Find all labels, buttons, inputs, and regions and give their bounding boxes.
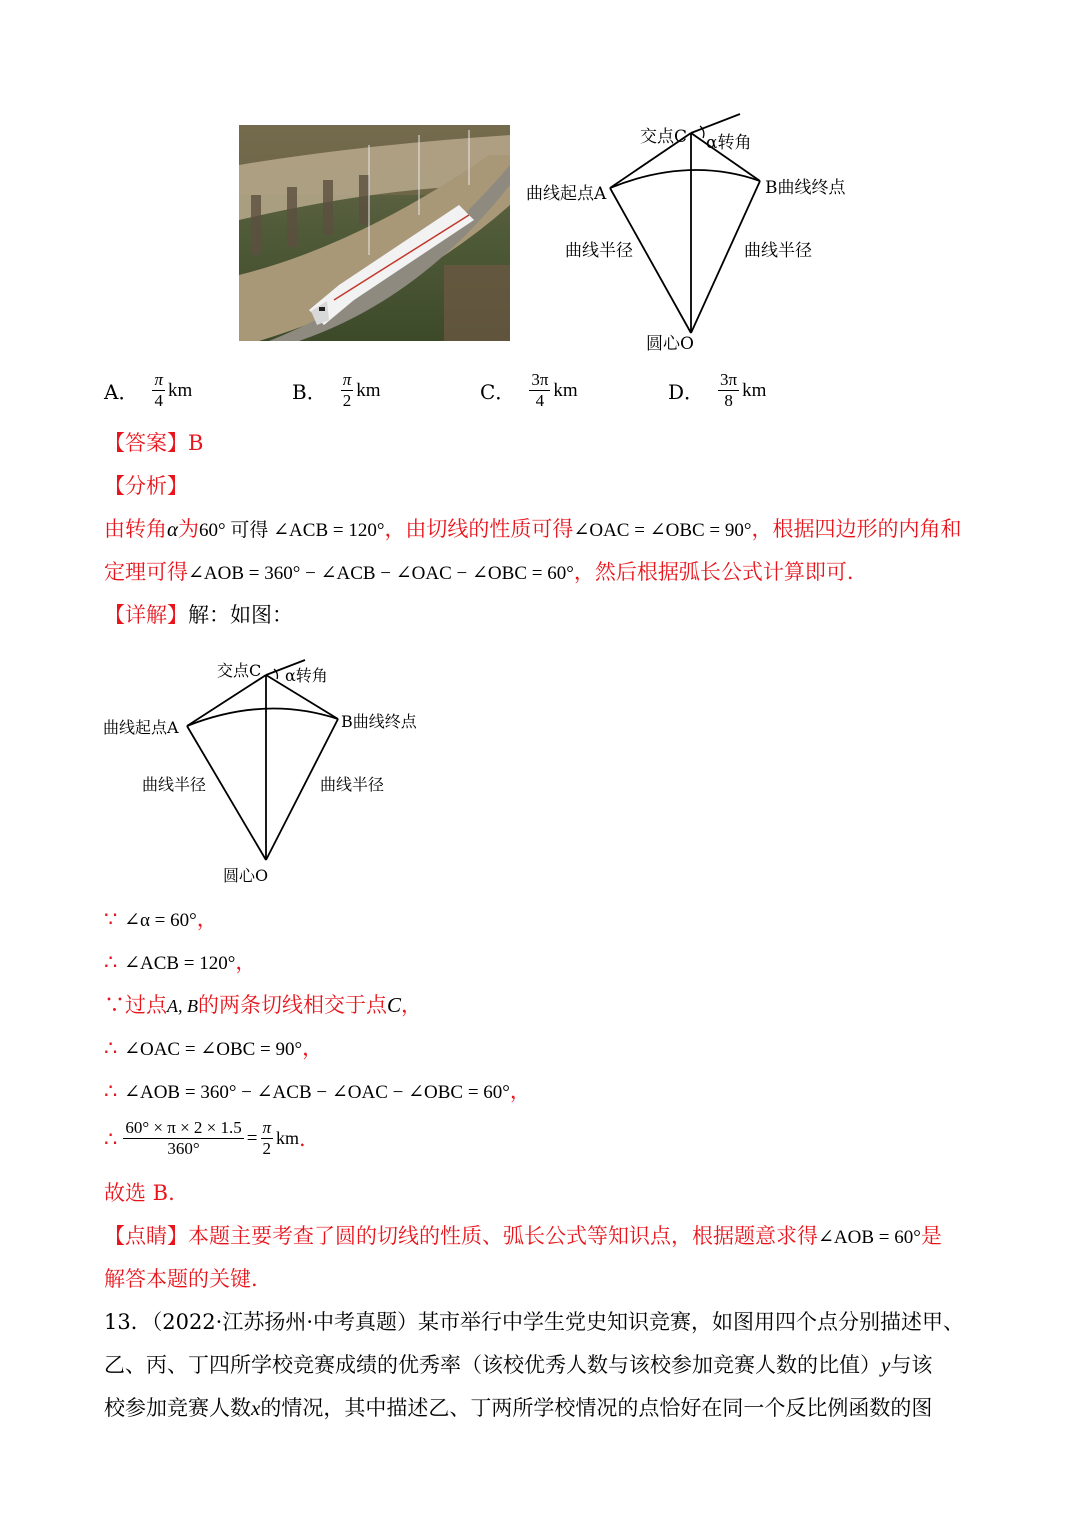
step-3: ∵过点A, B的两条切线相交于点C， xyxy=(104,993,423,1017)
analysis-tag: 【分析】 xyxy=(104,474,188,498)
step-1: ∵ ∠α = 60°， xyxy=(104,907,218,931)
comment-line-1: 【点睛】本题主要考查了圆的切线的性质、弧长公式等知识点，根据题意求得∠AOB = 60°是 xyxy=(104,1224,942,1248)
answer-line xyxy=(104,428,203,458)
answer-tag: 【答案】 xyxy=(104,431,188,455)
question-13-line-3: 校参加竞赛人数x的情况，其中描述乙、丁两所学校情况的点恰好在同一个反比例函数的图 xyxy=(104,1396,933,1420)
tangent-extension xyxy=(691,114,740,133)
tangent-line-a xyxy=(187,675,266,726)
label-c: 交点C xyxy=(640,127,688,147)
label-b: B曲线终点 xyxy=(765,178,846,198)
detail-line: 【详解】解：如图： xyxy=(104,603,293,627)
comment-line-2: 解答本题的关键. xyxy=(104,1267,258,1291)
option-a: A． $\frac{\pi}{4}$ km xyxy=(104,370,193,410)
label-radius-right: 曲线半径 xyxy=(320,775,385,794)
comment-tag: 【点睛】 xyxy=(104,1224,188,1248)
analysis-line-2: 定理可得∠AOB = 360° − ∠ACB − ∠OAC − ∠OBC = 60°，然后根据弧长公式计算即可. xyxy=(104,560,854,584)
option-a-fraction: $\frac{\pi}{4}$ xyxy=(154,370,163,410)
step-6: ∴ $\frac{60^\circ \times \pi \times 2 \times 1.5}{360^\circ}$ = $\frac{\pi}{2}$ km . xyxy=(104,1118,306,1158)
step-5: ∴ ∠AOB = 360° − ∠ACB − ∠OAC − ∠OBC = 60°， xyxy=(104,1079,531,1103)
option-d: D． $\frac{3\pi}{8}$ km xyxy=(668,370,767,410)
label-alpha: α转角 xyxy=(706,133,752,153)
label-a: 曲线起点A xyxy=(103,718,179,737)
question-13-line-1: 13．（2022·江苏扬州·中考真题）某市举行中学生党史知识竞赛，如图用四个点分别描述甲、 xyxy=(104,1310,965,1334)
option-c-fraction: $\frac{3\pi}{4}$ xyxy=(531,370,549,410)
label-radius-left: 曲线半径 xyxy=(142,775,207,794)
step-2: ∴ ∠ACB = 120°， xyxy=(104,950,257,974)
conclusion: 故选 B. xyxy=(104,1181,175,1205)
label-b: B曲线终点 xyxy=(341,712,417,731)
label-o: 圆心O xyxy=(223,866,269,885)
analysis-line-1: 由转角α为60° 可得 ∠ACB = 120°，由切线的性质可得∠OAC = ∠OBC = 90°，根据四边形的内角和 xyxy=(104,517,962,541)
label-a: 曲线起点A xyxy=(526,184,607,204)
arc-length-fraction: $\frac{60^\circ \times \pi \times 2 \times 1.5}{360^\circ}$ xyxy=(125,1118,242,1158)
label-radius-right: 曲线半径 xyxy=(744,241,812,261)
train-photo xyxy=(239,125,510,341)
step-4: ∴ ∠OAC = ∠OBC = 90°， xyxy=(104,1036,324,1060)
label-o: 圆心O xyxy=(646,334,694,354)
curve-diagram-top xyxy=(520,108,870,358)
option-b: B． $\frac{\pi}{2}$ km xyxy=(292,370,381,410)
label-alpha: α转角 xyxy=(285,666,328,685)
answer-value: B xyxy=(188,431,204,455)
label-radius-left: 曲线半径 xyxy=(565,241,633,261)
detail-tag: 【详解】 xyxy=(104,603,188,627)
result-fraction: $\frac{\pi}{2}$ xyxy=(262,1118,272,1158)
label-c: 交点C xyxy=(217,661,262,680)
question-13-line-2: 乙、丙、丁四所学校竞赛成绩的优秀率（该校优秀人数与该校参加竞赛人数的比值）y与该 xyxy=(104,1353,933,1377)
curve-diagram-bottom xyxy=(100,652,440,892)
option-b-fraction: $\frac{\pi}{2}$ xyxy=(342,370,352,410)
option-d-fraction: $\frac{3\pi}{8}$ xyxy=(720,370,738,410)
option-c: C． $\frac{3\pi}{4}$ km xyxy=(480,370,578,410)
